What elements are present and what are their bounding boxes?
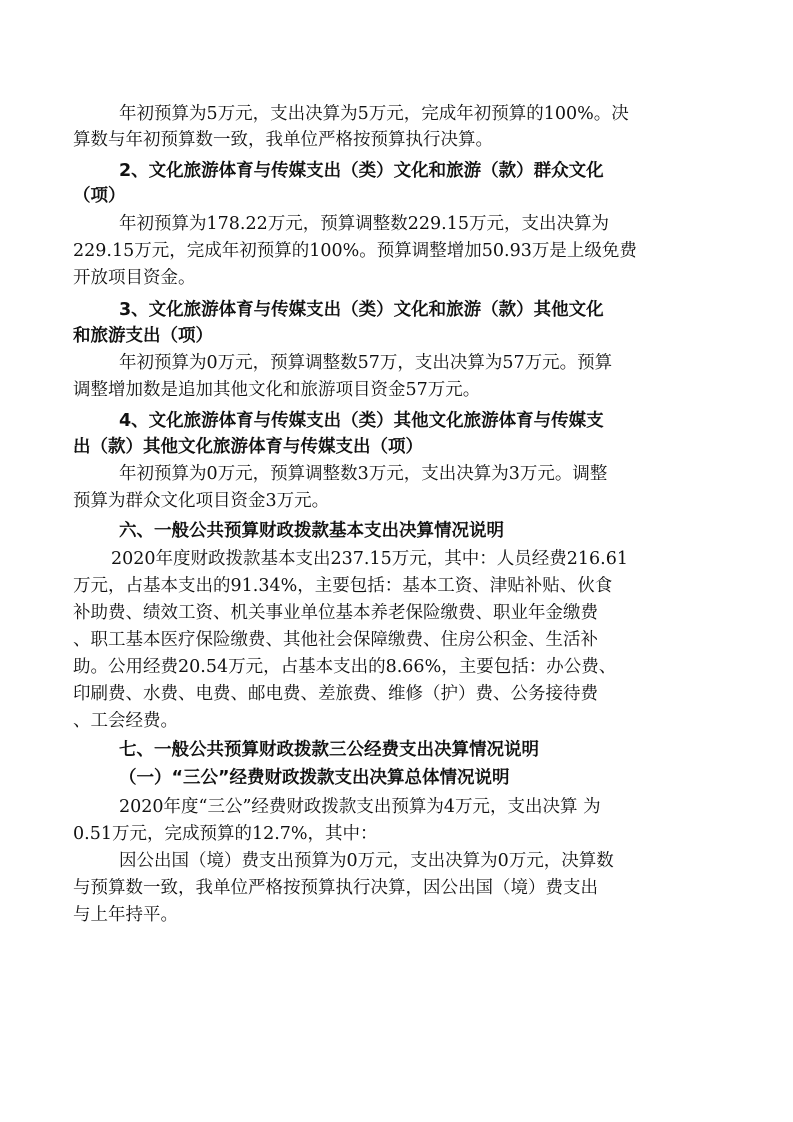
body-line: 、工会经费。: [73, 711, 178, 731]
body-line: 229.15万元，完成年初预算的100%。预算调整增加50.93万是上级免费: [73, 241, 637, 261]
body-line: 算数与年初预算数一致，我单位严格按预算执行决算。: [73, 130, 493, 150]
body-line: 助。公用经费20.54万元，占基本支出的8.66%，主要包括：办公费、: [73, 657, 617, 677]
body-line: 因公出国（境）费支出预算为0万元，支出决算为0万元，决算数: [119, 851, 614, 871]
section-heading: 2、文化旅游体育与传媒支出（类）文化和旅游（款）群众文化: [119, 161, 604, 181]
chapter-heading: 六、一般公共预算财政拨款基本支出决算情况说明: [119, 521, 504, 541]
body-line: 万元，占基本支出的91.34%，主要包括：基本工资、津贴补贴、伙食: [73, 576, 613, 596]
section-heading: （项）: [73, 186, 126, 206]
body-line: 年初预算为178.22万元，预算调整数229.15万元，支出决算为: [119, 214, 609, 234]
body-line: 补助费、绩效工资、机关事业单位基本养老保险缴费、职业年金缴费: [73, 603, 598, 623]
subsection-heading: （一）“三公”经费财政拨款支出决算总体情况说明: [119, 768, 510, 788]
chapter-heading: 七、一般公共预算财政拨款三公经费支出决算情况说明: [119, 740, 539, 760]
body-line: 2020年度财政拨款基本支出237.15万元，其中：人员经费216.61: [111, 549, 629, 569]
body-line: 与预算数一致，我单位严格按预算执行决算，因公出国（境）费支出: [73, 878, 598, 898]
section-heading: 4、文化旅游体育与传媒支出（类）其他文化旅游体育与传媒支: [119, 411, 604, 431]
body-line: 2020年度“三公”经费财政拨款支出预算为4万元，支出决算 为: [119, 797, 601, 817]
section-heading: 3、文化旅游体育与传媒支出（类）文化和旅游（款）其他文化: [119, 300, 604, 320]
body-line: 调整增加数是追加其他文化和旅游项目资金57万元。: [73, 380, 481, 400]
section-heading: 出（款）其他文化旅游体育与传媒支出（项）: [73, 437, 423, 457]
body-line: 与上年持平。: [73, 905, 178, 925]
body-line: 、职工基本医疗保险缴费、其他社会保障缴费、住房公积金、生活补: [73, 630, 598, 650]
body-line: 开放项目资金。: [73, 268, 196, 288]
body-line: 年初预算为0万元，预算调整数3万元，支出决算为3万元。调整: [119, 464, 608, 484]
body-line: 年初预算为5万元，支出决算为5万元，完成年初预算的100%。决: [119, 104, 629, 124]
body-line: 年初预算为0万元，预算调整数57万，支出决算为57万元。预算: [119, 353, 613, 373]
body-line: 印刷费、水费、电费、邮电费、差旅费、维修（护）费、公务接待费: [73, 684, 598, 704]
section-heading: 和旅游支出（项）: [73, 326, 213, 346]
body-line: 0.51万元，完成预算的12.7%，其中：: [73, 824, 378, 844]
body-line: 预算为群众文化项目资金3万元。: [73, 491, 330, 511]
